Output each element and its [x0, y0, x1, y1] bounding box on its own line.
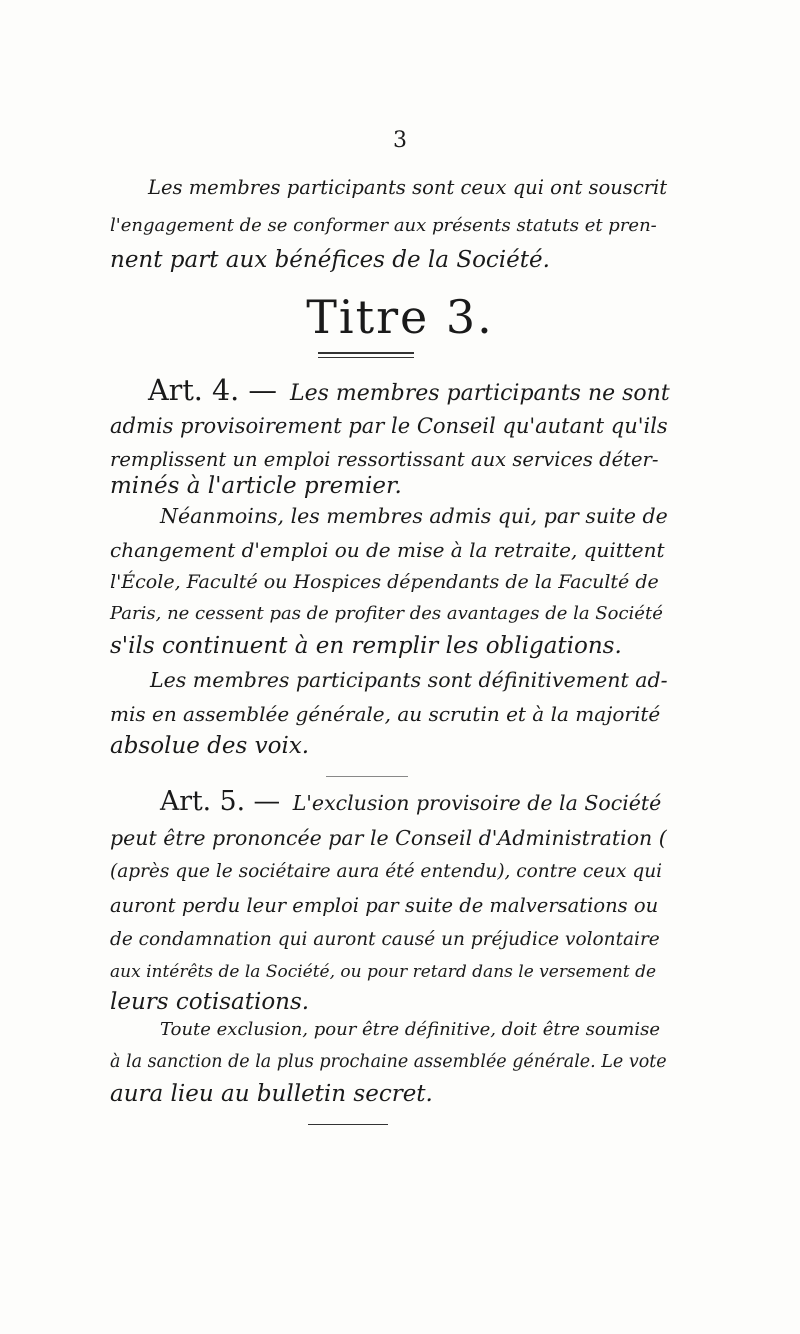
article-5-line-5: de condamnation qui auront causé un préjudice volontaire [110, 929, 660, 950]
title-underline-2 [318, 357, 414, 358]
article-5-line-3: (après que le sociétaire aura été entendu), contre ceux qui [110, 861, 663, 882]
article-4-line-9: s'ils continuent à en remplir les obligations. [110, 633, 622, 659]
article-4-line-11: mis en assemblée générale, au scrutin et à la majorité [110, 702, 661, 726]
article-5-line-6: aux intérêts de la Société, ou pour retard dans le versement de [110, 962, 657, 982]
page-number: 3 [393, 128, 407, 153]
article-4-line-10: Les membres participants sont définitivement ad- [150, 668, 668, 692]
article-4-line-3: remplissent un emploi ressortissant aux services déter- [110, 448, 659, 471]
article-5-line-9: à la sanction de la plus prochaine assemblée générale. Le vote [110, 1052, 667, 1072]
article-5-line-4: auront perdu leur emploi par suite de malversations ou [110, 894, 659, 917]
article-4-line-6: changement d'emploi ou de mise à la retraite, quittent [110, 538, 665, 562]
article-5-line-1: L'exclusion provisoire de la Société [292, 791, 662, 815]
intro-line-1: Les membres participants sont ceux qui ont souscrit [148, 176, 668, 199]
article-4-line-2: admis provisoirement par le Conseil qu'autant qu'ils [110, 414, 668, 438]
intro-line-3: nent part aux bénéfices de la Société. [110, 247, 550, 273]
article-5-line-8: Toute exclusion, pour être définitive, doit être soumise [160, 1019, 660, 1040]
closing-rule [308, 1124, 388, 1125]
article-5-heading: Art. 5. — [160, 786, 281, 817]
article-4-line-1: Les membres participants ne sont [289, 381, 670, 406]
article-4-line-4: minés à l'article premier. [110, 473, 402, 499]
article-4-line-8: Paris, ne cessent pas de profiter des avantages de la Société [110, 603, 663, 624]
article-4-line-12: absolue des voix. [110, 733, 310, 759]
article-5-line-7: leurs cotisations. [110, 989, 310, 1015]
intro-line-2: l'engagement de se conformer aux présents statuts et pren- [110, 215, 657, 236]
article-4-line-5: Néanmoins, les membres admis qui, par suite de [160, 504, 668, 528]
title-underline [318, 352, 414, 354]
article-4-first-line [148, 374, 670, 410]
article-4-line-7: l'École, Faculté ou Hospices dépendants de la Faculté de [110, 571, 659, 593]
section-title: Titre 3. [306, 290, 494, 344]
article-4-heading: Art. 4. — [148, 373, 277, 407]
article-5-first-line [160, 786, 661, 819]
article-5-line-2: peut être prononcée par le Conseil d'Administration ( [110, 826, 667, 850]
separator-mark [326, 776, 408, 777]
article-5-line-10: aura lieu au bulletin secret. [110, 1081, 433, 1107]
